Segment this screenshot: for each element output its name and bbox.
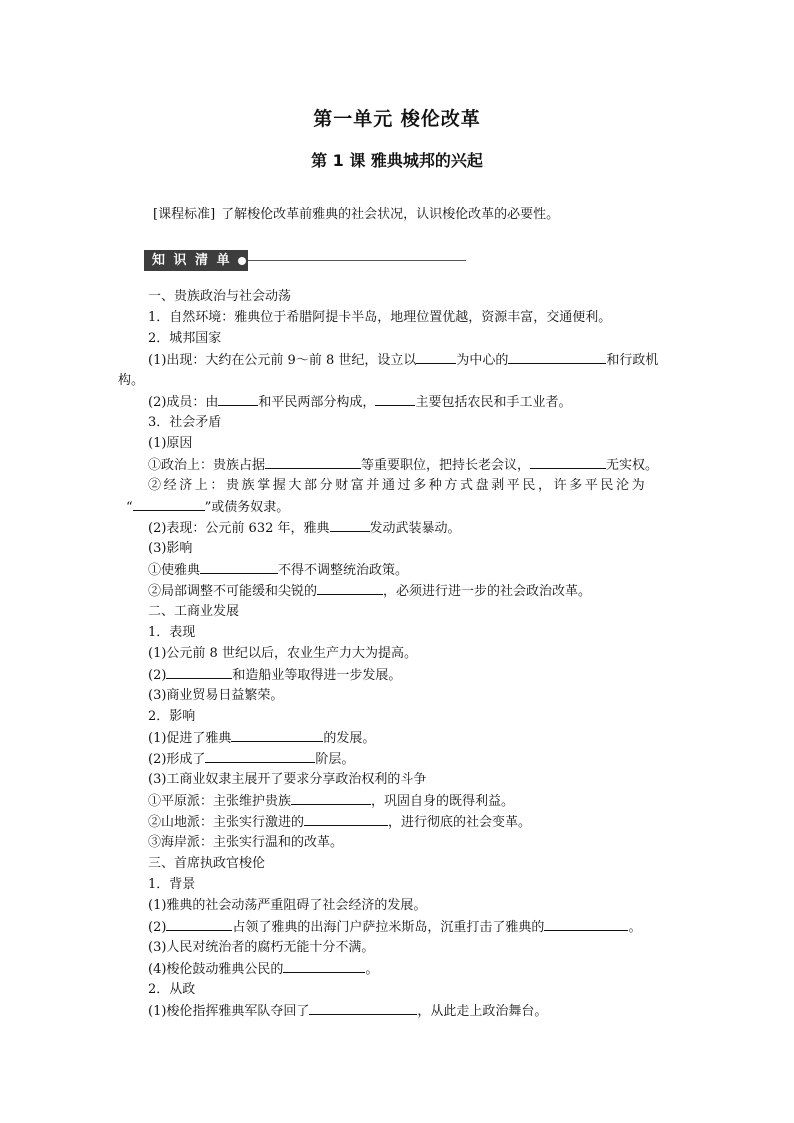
text-line: “ ”或债务奴隶。 [118, 496, 678, 517]
text-line: (1)出现：大约在公元前 9～前 8 世纪，设立以 为中心的 和行政机 [118, 349, 678, 370]
fill-blank [416, 349, 456, 364]
text-line: 1．自然环境：雅典位于希腊阿提卡半岛，地理位置优越，资源丰富，交通便利。 [148, 310, 612, 325]
text-line: (3)商业贸易日益繁荣。 [148, 688, 284, 703]
text-line: (4)梭伦鼓动雅典公民的 。 [118, 958, 678, 979]
fill-blank [283, 958, 365, 973]
fill-blank [304, 811, 388, 826]
fill-blank [291, 790, 371, 805]
fill-blank [309, 1000, 417, 1015]
heading-line: 2．影响 [148, 709, 196, 724]
text-line: (2)成员：由 和平民两部分构成， 主要包括农民和手工业者。 [118, 391, 678, 412]
fill-blank [166, 916, 232, 931]
fill-blank [231, 727, 323, 742]
fill-blank [544, 916, 628, 931]
text-line: (2) 占领了雅典的出海门户萨拉米斯岛，沉重打击了雅典的 。 [118, 916, 678, 937]
text-line: 构。 [118, 373, 145, 388]
course-standard-tag: [课程标准] [153, 207, 216, 222]
section-banner [144, 250, 248, 271]
text-line: ②经济上：贵族掌握大部分财富并通过多种方式盘剥平民，许多平民沦为 [148, 478, 648, 493]
banner-divider [248, 260, 466, 261]
bullet-dot-icon [238, 257, 246, 265]
knowledge-list [118, 286, 678, 1021]
fill-blank [508, 349, 606, 364]
fill-blank [265, 454, 361, 469]
fill-blank [133, 496, 205, 511]
text-line: (1)雅典的社会动荡严重阻碍了社会经济的发展。 [148, 898, 427, 913]
fill-blank [166, 664, 232, 679]
fill-blank [375, 391, 415, 406]
fill-blank [200, 559, 278, 574]
text-line: (3)人民对统治者的腐朽无能十分不满。 [148, 940, 375, 955]
lesson-title: 第 1 课 雅典城邦的兴起 [311, 151, 483, 170]
text-line: ②山地派：主张实行激进的 ，进行彻底的社会变革。 [118, 811, 678, 832]
text-line: ①使雅典 不得不调整统治政策。 [118, 559, 678, 580]
fill-blank [330, 517, 370, 532]
unit-title: 第一单元 梭伦改革 [313, 108, 481, 130]
text-line: ②局部调整不可能缓和尖锐的 ，必须进行进一步的社会政治改革。 [118, 580, 678, 601]
text-line: ①政治上：贵族占据 等重要职位，把持长老会议， 无实权。 [118, 454, 678, 475]
text-line: (1)促进了雅典 的发展。 [118, 727, 678, 748]
course-standard-text: 了解梭伦改革前雅典的社会状况，认识梭伦改革的必要性。 [221, 207, 560, 222]
text-line: ①平原派：主张维护贵族 ，巩固自身的既得利益。 [118, 790, 678, 811]
heading-line: 二、工商业发展 [148, 604, 240, 619]
section-banner-label: 知 识 清 单 [152, 253, 232, 268]
heading-line: 一、贵族政治与社会动荡 [148, 289, 292, 304]
fill-blank [317, 580, 383, 595]
fill-blank [218, 391, 258, 406]
heading-line: 2．城邦国家 [148, 331, 222, 346]
text-line: (3)工商业奴隶主展开了要求分享政治权利的斗争 [148, 772, 427, 787]
heading-line: 3．社会矛盾 [148, 415, 222, 430]
text-line: (1)原因 [148, 436, 193, 451]
text-line: (2) 和造船业等取得进一步发展。 [118, 664, 678, 685]
text-line: (3)影响 [148, 541, 193, 556]
fill-blank [205, 748, 315, 763]
fill-blank [530, 454, 606, 469]
text-line: (1)公元前 8 世纪以后，农业生产力大为提高。 [148, 646, 417, 661]
heading-line: 三、首席执政官梭伦 [148, 856, 266, 871]
text-line: (1)梭伦指挥雅典军队夺回了 ，从此走上政治舞台。 [118, 1000, 678, 1021]
text-line: (2)形成了 阶层。 [118, 748, 678, 769]
course-standard [153, 203, 559, 222]
text-line: ③海岸派：主张实行温和的改革。 [148, 835, 344, 850]
heading-line: 1．背景 [148, 877, 196, 892]
heading-line: 2．从政 [148, 982, 196, 997]
heading-line: 1．表现 [148, 625, 196, 640]
text-line: (2)表现：公元前 632 年，雅典 发动武装暴动。 [118, 517, 678, 538]
